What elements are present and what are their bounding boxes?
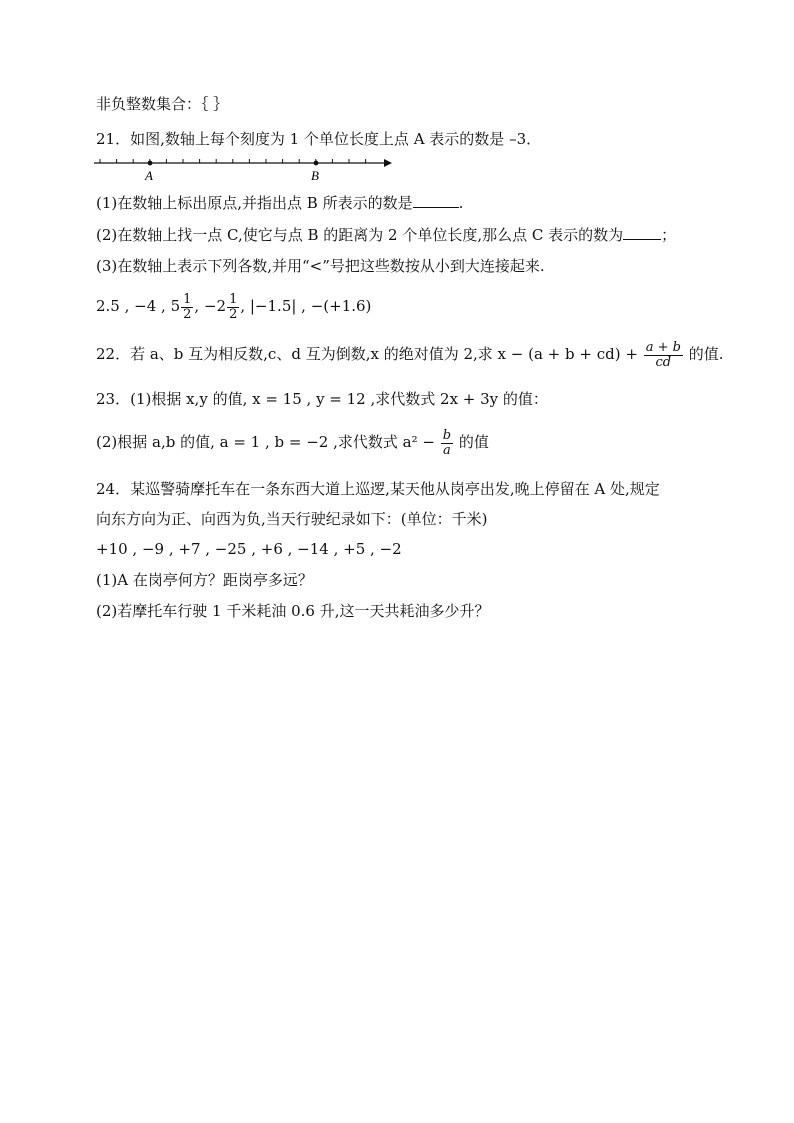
label-a: A <box>145 168 153 183</box>
q23-frac-den: a <box>443 442 451 458</box>
q21-part2-text: (2)在数轴上找一点 C,使它与点 B 的距离为 2 个单位长度,那么点 C 表示的数为 <box>96 226 624 244</box>
fraction-den: 2 <box>229 306 238 322</box>
axis-arrow <box>384 159 392 167</box>
q21-part2 <box>96 225 676 245</box>
q22-fraction <box>644 341 683 370</box>
fraction-num: 1 <box>229 291 238 307</box>
q24-record: +10 , −9 , +7 , −25 , +6 , −14 , +5 , −2 <box>96 540 402 558</box>
answer-blank-2[interactable] <box>623 225 661 240</box>
q24-stem-2: 向东方向为正、向西为负,当天行驶纪录如下：(单位：千米) <box>96 510 488 528</box>
q20-tail: 非负整数集合：｛ ｝ <box>96 95 229 113</box>
q22-tail: 的值. <box>688 345 724 363</box>
fraction-half-2 <box>227 293 239 322</box>
q23-part2-text: (2)根据 a,b 的值, a = 1 , b = −2 ,求代数式 a² − <box>96 433 435 451</box>
answer-blank-1[interactable] <box>413 193 459 208</box>
q21-stem: 21．如图,数轴上每个刻度为 1 个单位长度上点 A 表示的数是 –3． <box>96 130 542 148</box>
q21-part1-text: (1)在数轴上标出原点,并指出点 B 所表示的数是 <box>96 194 413 212</box>
q21-nums-b: , −2 <box>194 297 227 315</box>
q21-nums-c: , |−1.5| , −(+1.6) <box>240 297 372 315</box>
q23-part2 <box>96 426 489 458</box>
q23-part1: 23．(1)根据 x,y 的值, x = 15 , y = 12 ,求代数式 2x + 3y 的值： <box>96 390 548 408</box>
q24-stem-1: 24．某巡警骑摩托车在一条东西大道上巡逻,某天他从岗亭出发,晚上停留在 A 处,规定 <box>96 480 660 498</box>
q23-part2-tail: 的值 <box>458 433 489 451</box>
number-line <box>94 152 394 186</box>
q22 <box>96 338 724 370</box>
q21-part3: (3)在数轴上表示下列各数,并用“<”号把这些数按从小到大连接起来. <box>96 257 545 275</box>
q22-frac-num: a + b <box>645 339 681 355</box>
q23-fraction <box>441 429 453 458</box>
q21-number-list <box>96 290 371 322</box>
q23-frac-num: b <box>442 427 452 443</box>
q21-part1-end: . <box>458 194 464 212</box>
point-b <box>314 161 319 166</box>
q21-nums-a: 2.5 , −4 , 5 <box>96 297 181 315</box>
q24-part2: (2)若摩托车行驶 1 千米耗油 0.6 升,这一天共耗油多少升？ <box>96 602 490 620</box>
point-a <box>148 161 153 166</box>
q22-frac-den: cd <box>655 354 672 370</box>
fraction-num: 1 <box>183 291 192 307</box>
axis-ticks <box>100 159 366 163</box>
q21-part2-end: ； <box>661 226 677 244</box>
q22-text: 22．若 a、b 互为相反数,c、d 互为倒数,x 的绝对值为 2,求 x − (a + b + cd) + <box>96 345 638 363</box>
fraction-half-1 <box>181 293 193 322</box>
fraction-den: 2 <box>183 306 192 322</box>
q21-part1 <box>96 193 463 213</box>
label-b: B <box>311 168 319 183</box>
q24-part1: (1)A 在岗亭何方？距岗亭多远？ <box>96 571 313 589</box>
